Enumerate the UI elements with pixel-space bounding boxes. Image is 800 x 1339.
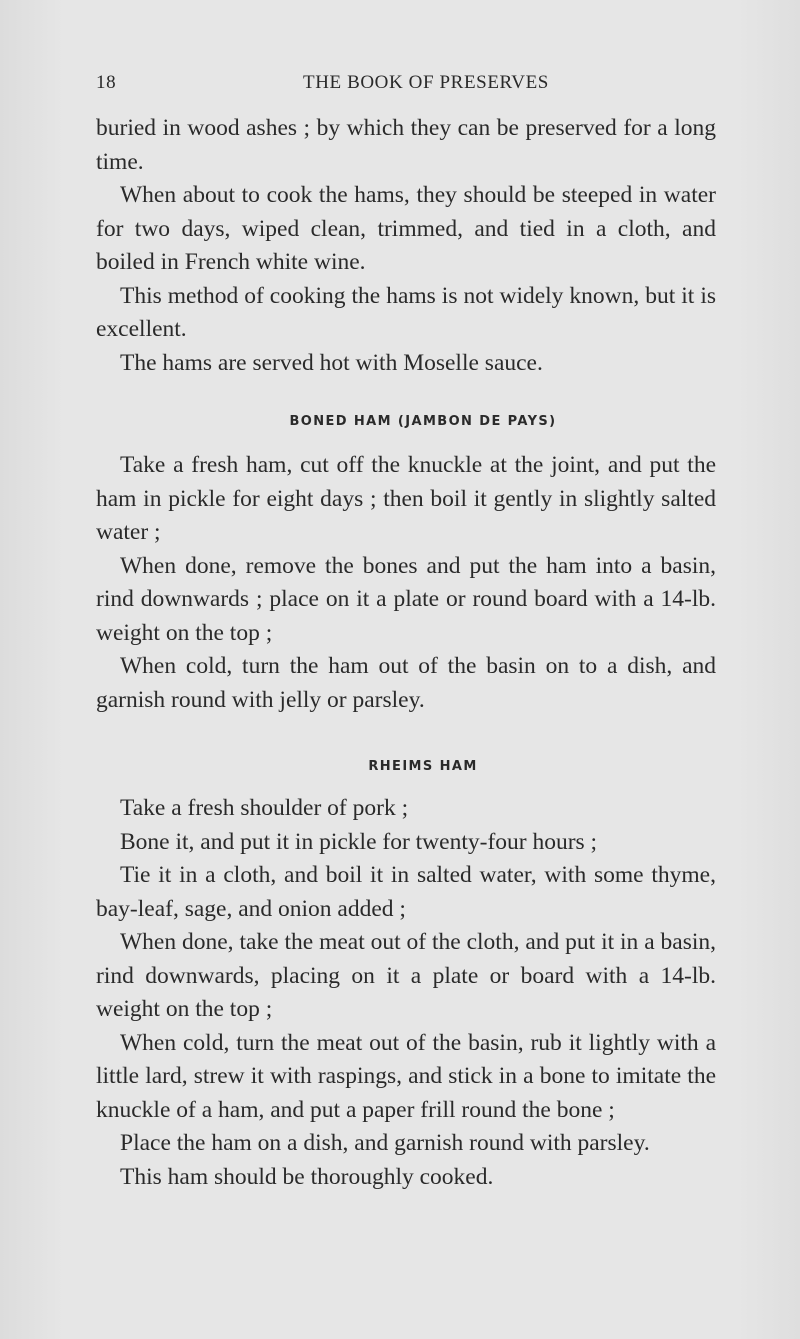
section-heading-boned-ham: BONED HAM (JAMBON DE PAYS) — [289, 414, 557, 429]
section-heading-rheims-ham: RHEIMS HAM — [368, 759, 478, 774]
paragraph: When cold, turn the ham out of the basin on to a dish, and garnish round with jelly or parsley. — [96, 653, 716, 713]
body-text — [96, 112, 716, 1194]
paragraph: When cold, turn the meat out of the basin, rub it lightly with a little lard, strew it with raspings, and stick in a bone to imitate the knuckle of a ham, and put a paper frill round the bone ; — [96, 1029, 716, 1123]
paragraph: When done, take the meat out of the cloth, and put it in a basin, rind downwards, placing on it a plate or board with a 14-lb. weight on the top ; — [96, 929, 716, 1022]
paragraph: Bone it, and put it in pickle for twenty-four hours ; — [120, 828, 598, 855]
paragraph: When about to cook the hams, they should be steeped in water for two days, wiped clean, trimmed, and tied in a cloth, and boiled in French white wine. — [96, 182, 716, 275]
book-title: THE BOOK OF PRESERVES — [303, 72, 549, 93]
paragraph: This ham should be thoroughly cooked. — [120, 1163, 494, 1190]
paragraph: buried in wood ashes ; by which they can be preserved for a long time. — [96, 115, 716, 175]
paragraph: Tie it in a cloth, and boil it in salted water, with some thyme, bay-leaf, sage, and onion added ; — [96, 862, 716, 922]
running-head — [96, 72, 716, 102]
page-number: 18 — [96, 72, 117, 93]
paragraph: The hams are served hot with Moselle sauce. — [120, 349, 543, 376]
paragraph: Take a fresh ham, cut off the knuckle at the joint, and put the ham in pickle for eight days ; then boil it gently in slightly salted water ; — [96, 452, 716, 545]
paragraph: Take a fresh shoulder of pork ; — [120, 795, 409, 821]
paragraph: This method of cooking the hams is not widely known, but it is excellent. — [96, 282, 716, 342]
paragraph: When done, remove the bones and put the ham into a basin, rind downwards ; place on it a plate or round board with a 14-lb. weight on the top ; — [96, 552, 716, 646]
paragraph: Place the ham on a dish, and garnish round with parsley. — [120, 1130, 650, 1156]
